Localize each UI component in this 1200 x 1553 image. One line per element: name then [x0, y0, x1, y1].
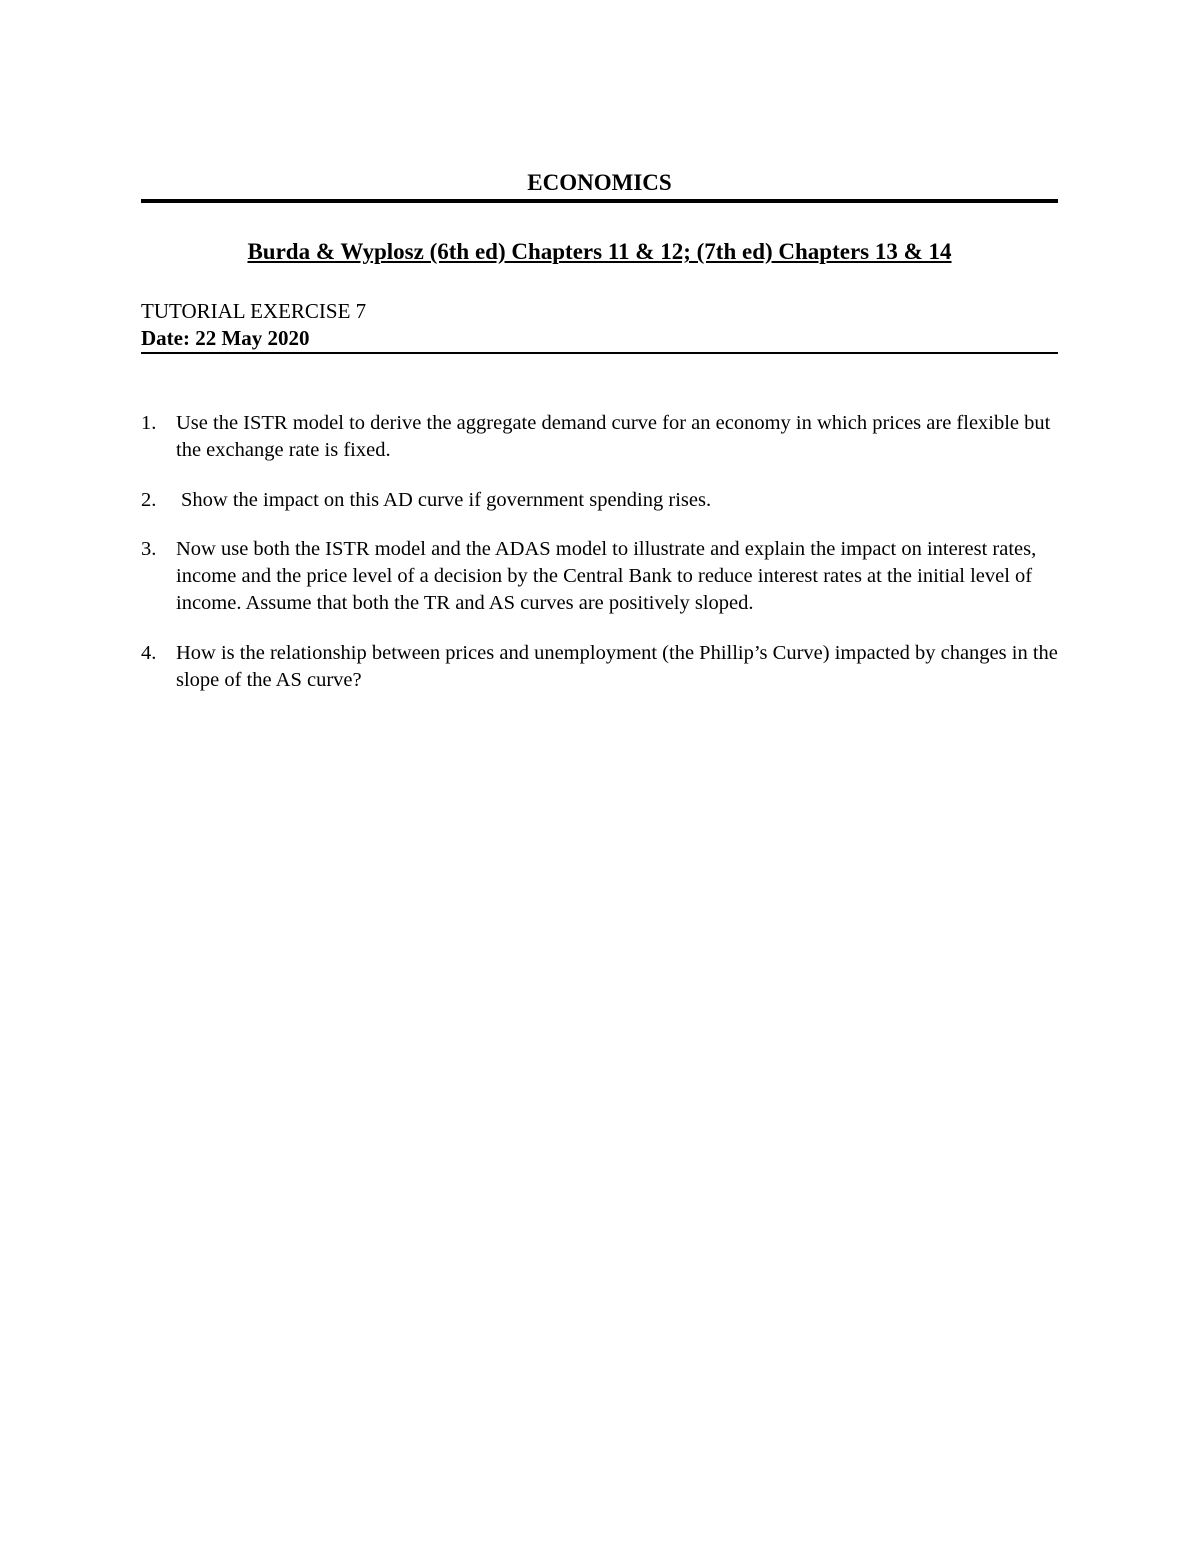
course-title: ECONOMICS: [527, 170, 672, 195]
question-number: 4.: [141, 641, 157, 664]
question-number: 2.: [141, 488, 157, 511]
question-item: [141, 640, 1058, 695]
question-number: 1.: [141, 412, 157, 434]
title-divider: [141, 199, 1058, 203]
question-text: How is the relationship between prices and unemployment (the Phillip’s Curve) impacted by changes in the slope of the AS curve?: [176, 641, 1058, 692]
question-list: [141, 410, 1058, 694]
question-text: Show the impact on this AD curve if government spending rises.: [181, 488, 712, 511]
question-text: Use the ISTR model to derive the aggregate demand curve for an economy in which prices are flexible but the exchange rate is fixed.: [176, 412, 1051, 462]
exercise-label: TUTORIAL EXERCISE 7: [141, 299, 367, 323]
question-number: 3.: [141, 537, 157, 560]
reading-reference: Burda & Wyplosz (6th ed) Chapters 11 & 12; (7th ed) Chapters 13 & 14: [247, 239, 952, 264]
question-item: [141, 536, 1058, 618]
question-item: [141, 410, 1058, 465]
header-divider: [141, 352, 1058, 354]
exercise-date: Date: 22 May 2020: [141, 326, 310, 350]
question-text: Now use both the ISTR model and the ADAS model to illustrate and explain the impact on interest rates, income and the price level of a decision by the Central Bank to reduce interest rates at the initial level of income. Assume that both the TR and AS curves are positively sloped.: [176, 537, 1037, 615]
question-item: [141, 487, 1058, 514]
